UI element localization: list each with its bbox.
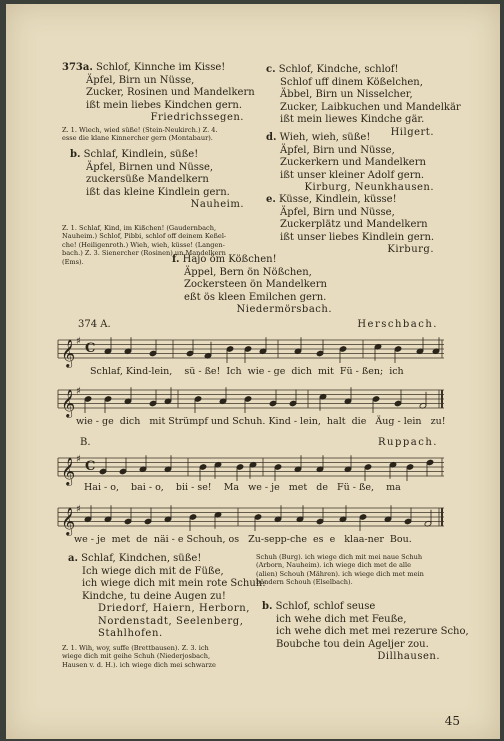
sharp-icon: ♯	[76, 504, 81, 515]
note-line: Hausen v. d. H.). ich wiege dich mei schwarze	[62, 660, 216, 669]
treble-clef-icon: 𝄞	[61, 339, 76, 367]
verse-line: Zockersteen ön Mandelkern	[184, 279, 327, 290]
verse-number: b.	[70, 149, 81, 160]
sharp-icon: ♯	[76, 454, 81, 465]
verse-373a	[62, 62, 255, 125]
verse-line: ißt unser kleiner Adolf gern.	[280, 169, 425, 181]
verse-place: Dillhausen.	[377, 651, 440, 662]
song-source: Ruppach.	[378, 437, 438, 448]
verse-line: Zuckerplätz und Mandelkern	[280, 219, 428, 230]
verse-line: Schlof uff dinem Kößelchen,	[280, 76, 423, 88]
note-line: bändern Schouh (Elselbach).	[256, 578, 353, 587]
verse-line: ißt mein liewes Kindche gär.	[280, 114, 425, 125]
note-374a	[62, 644, 216, 669]
verse-line: Äbbel, Birn un Nisselcher,	[280, 89, 413, 100]
music-staff	[58, 500, 444, 534]
verse-line: Schlaf, Kindlein, süße!	[83, 149, 199, 160]
verse-number: c.	[266, 64, 276, 75]
song-number: 374 A.	[78, 319, 111, 330]
note-line: Z. 1. Wiech, wied süße! (Stein-Neukirch.) Z. 4.	[62, 126, 218, 134]
verse-place: Hilgert.	[390, 126, 434, 138]
verse-number: 373a.	[62, 62, 93, 73]
lyrics-line: Schlaf, Kind-lein, sü - ße! Ich wie - ge dich mit Fü - ßen; ich	[90, 366, 404, 377]
verse-place: Friedrichssegen.	[150, 112, 244, 123]
verse-line: zuckersüße Mandelkern	[86, 174, 209, 185]
verse-number: d.	[266, 132, 277, 143]
verse-place: Niedermörsbach.	[236, 304, 332, 315]
verse-374b	[262, 601, 469, 664]
lyrics-line: Hai - o, bai - o, bii - se! Ma we - je met de Fü - ße, ma	[84, 482, 401, 493]
note-line: bach.) Z. 3. Sienercher (Rosinen) un Mandelkern	[62, 249, 226, 258]
note-line: (Ems).	[62, 257, 84, 266]
music-staff	[58, 332, 444, 366]
verse-place: Kirburg.	[387, 244, 434, 255]
verse-line: ißt das kleine Kindlein gern.	[86, 186, 230, 198]
verse-line: Zuckerkern und Mandelkern	[280, 157, 426, 168]
time-signature: C	[85, 341, 96, 356]
verse-line: Boubche tou dein Ageljer zou.	[276, 638, 429, 650]
verse-line: Zucker, Rosinen und Mandelkern	[86, 87, 255, 98]
verse-line: Äpfel, Birn un Nüsse,	[86, 74, 195, 86]
verse-line: ich wiege dich mit mein rote Schuh:	[82, 578, 266, 589]
verse-line: Äpfel, Birn und Nüsse,	[280, 206, 395, 218]
page-number: 45	[444, 714, 460, 728]
verse-line: Küsse, Kindlein, küsse!	[279, 194, 397, 205]
verse-place: Nauheim.	[190, 199, 244, 210]
note-line: che! (Heiligenroth.) Wieh, wieh, küsse! (Langen-	[62, 240, 225, 249]
verse-373f	[172, 254, 332, 317]
verse-line: Schlof, Kinnche im Kisse!	[96, 62, 226, 73]
verse-place: Kirburg, Neunkhausen.	[304, 182, 434, 193]
verse-number: e.	[266, 194, 276, 205]
treble-clef-icon: 𝄞	[61, 457, 76, 485]
music-staff	[58, 382, 444, 416]
note-line: esse die klane Kinnercher gern (Montabaur).	[62, 134, 213, 143]
verse-line: ißt unser liebes Kindlein gern.	[280, 231, 435, 243]
verse-place: Nordenstadt, Seelenberg,	[98, 615, 244, 627]
note-373a	[62, 126, 218, 143]
sharp-icon: ♯	[76, 386, 81, 397]
note-line: (Arborn, Nauheim). ich wiege dich met de alle	[256, 561, 412, 570]
verse-line: Äpfel, Birn und Nüsse,	[280, 144, 395, 156]
verse-line: Zucker, Laibkuchen und Mandelkär	[280, 101, 461, 113]
verse-line: ich wehe dich met Feuße,	[276, 613, 407, 625]
verse-line: Wieh, wieh, süße!	[279, 132, 371, 143]
verse-374a	[68, 553, 266, 641]
song-number: B.	[80, 437, 91, 448]
note-line: Z. 1. Schlaf, Kind, im Kißchen! (Gaudernbach,	[62, 224, 217, 232]
verse-line: Kindche, tu deine Augen zu!	[82, 590, 226, 602]
verse-373c	[266, 64, 461, 139]
verse-place: Driedorf, Haiern, Herborn,	[98, 603, 251, 614]
verse-line: Äpfel, Birnen und Nüsse,	[86, 161, 214, 173]
song-page	[6, 4, 500, 739]
note-line: Z. 1. Wih, woy, suffe (Brettbausen). Z. 3. ich	[62, 644, 209, 652]
verse-line: Schlaf, Kindchen, süße!	[81, 553, 202, 564]
treble-clef-icon: 𝄞	[61, 507, 76, 535]
verse-373d	[266, 132, 434, 195]
note-line: Nauheim.) Schlof, Pibbi, schlof off deinem Keßel-	[62, 232, 227, 241]
lyrics-line: we - je met de näi - e Schouh, os Zu-sepp-che es e klaa-ner Bou.	[74, 534, 412, 545]
song-source: Herschbach.	[357, 319, 438, 330]
verse-373b	[70, 149, 244, 212]
music-staff	[58, 450, 444, 484]
verse-number: a.	[68, 553, 78, 564]
verse-place: Stahlhofen.	[98, 628, 163, 639]
verse-number: b.	[262, 601, 273, 612]
verse-373e	[266, 194, 434, 257]
time-signature: C	[85, 459, 96, 474]
lyrics-line: wie - ge dich mit Strümpf und Schuh. Kind - lein, halt die Äug - lein zu!	[76, 416, 446, 427]
verse-line: Schlof, schlof seuse	[275, 601, 376, 612]
verse-line: eßt ös kleen Emilchen gern.	[184, 291, 327, 303]
verse-line: Hajo öm Kößchen!	[182, 254, 277, 265]
note-line: wiege dich mit geihe Schuh (Niederjosbach,	[62, 652, 211, 661]
verse-line: Äppel, Bern ön Nößchen,	[184, 266, 312, 278]
note-374a-cont	[256, 553, 424, 587]
verse-line: Schlof, Kindche, schlof!	[278, 64, 399, 75]
verse-line: Ich wiege dich mit de Füße,	[82, 565, 224, 577]
treble-clef-icon: 𝄞	[61, 389, 76, 417]
verse-line: ißt mein liebes Kindchen gern.	[86, 99, 243, 111]
verse-line: ich wehe dich met mei rezerure Scho,	[276, 626, 469, 637]
note-line: Schuh (Burg). ich wiege dich mit mei naue Schuh	[256, 553, 423, 561]
sharp-icon: ♯	[76, 336, 81, 347]
verse-number: f.	[172, 254, 180, 265]
note-line: (alien) Schouh (Mähren). ich wiege dich met mein	[256, 569, 424, 578]
